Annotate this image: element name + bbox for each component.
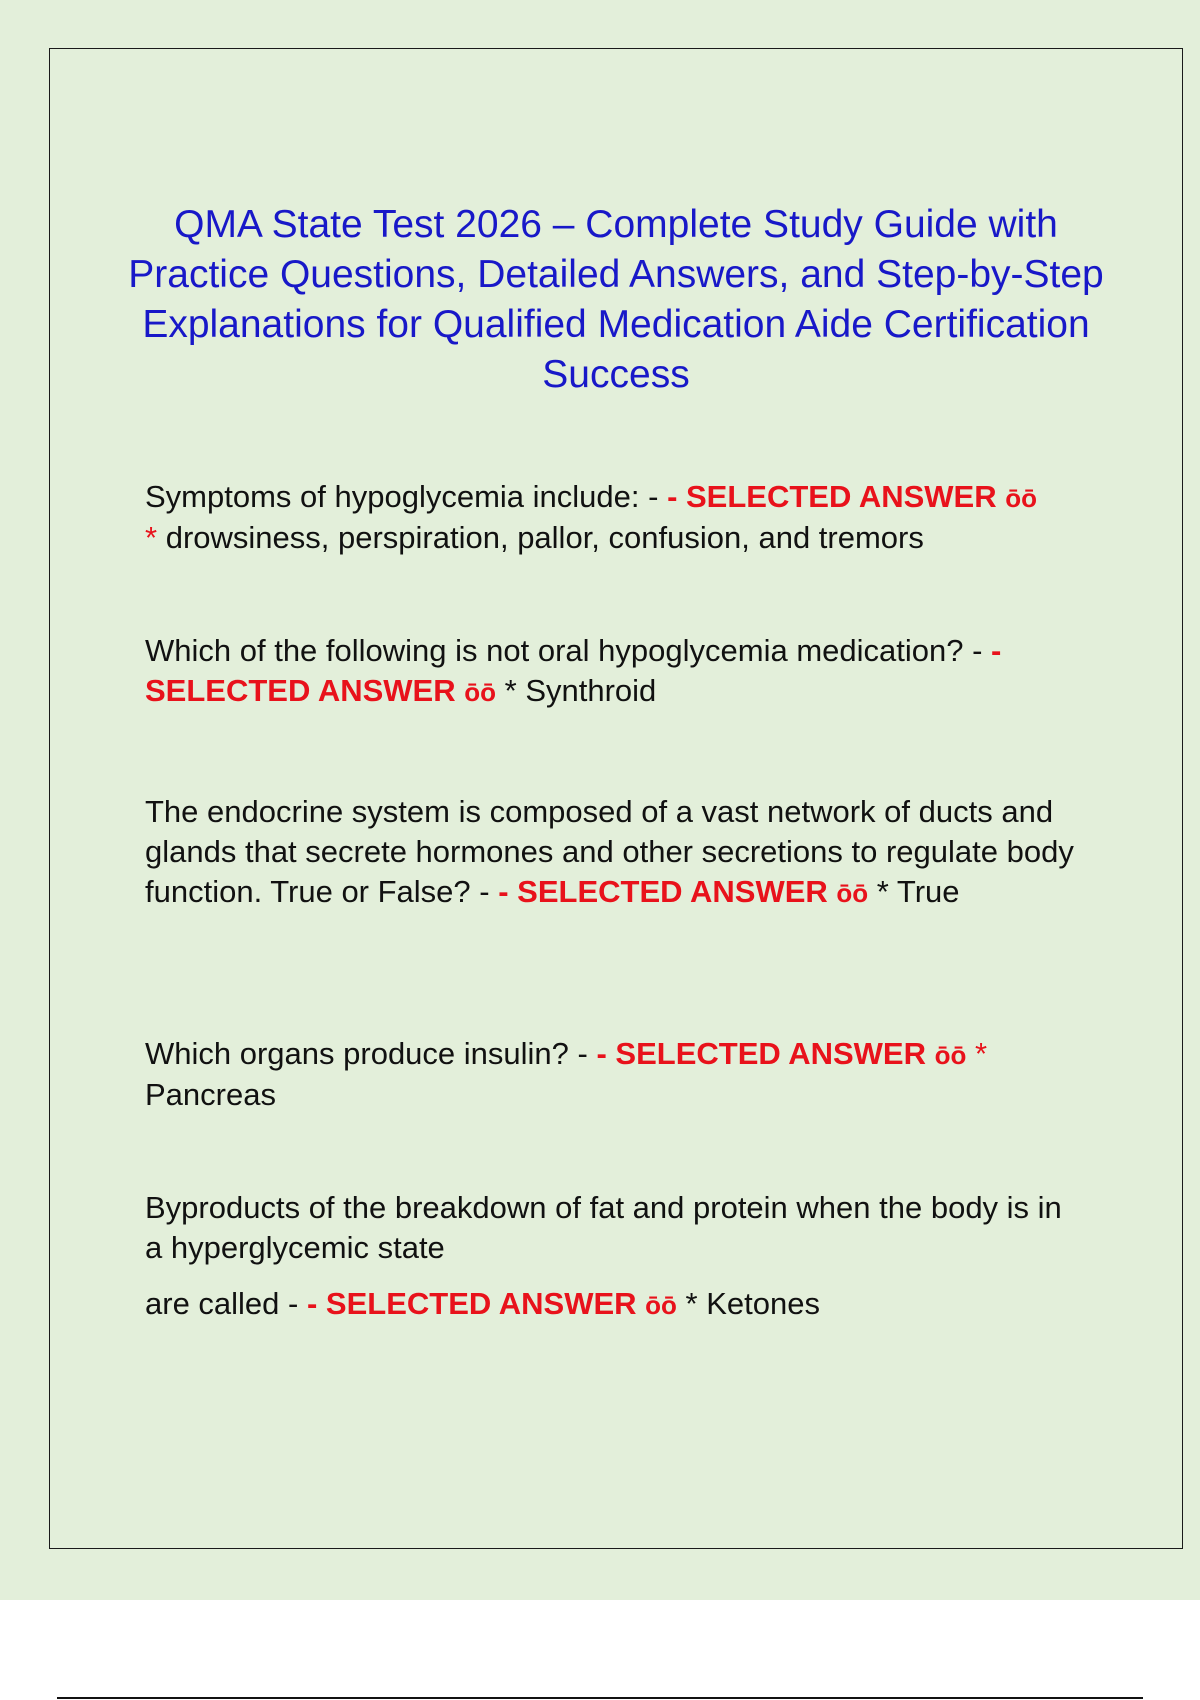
asterisk: * xyxy=(975,1036,988,1071)
question-text-continued: are called - xyxy=(145,1286,299,1321)
asterisk: * xyxy=(145,520,158,555)
marker-glyph: ōō xyxy=(645,1290,677,1320)
marker-glyph: ōō xyxy=(836,878,869,908)
qa-item-2 xyxy=(145,631,1085,712)
selected-answer-label: - SELECTED ANSWER xyxy=(145,633,1002,708)
footer-rule xyxy=(57,1697,1143,1699)
asterisk: * xyxy=(685,1286,698,1321)
answer-text: True xyxy=(896,874,960,909)
question-text: Which of the following is not oral hypoglycemia medication? - xyxy=(145,633,983,668)
marker-glyph: ōō xyxy=(464,677,496,707)
document-title: QMA State Test 2026 – Complete Study Guide with Practice Questions, Detailed Answers, and Step-by-Step Explanations for Qualified Medication Aide Certification Success xyxy=(128,203,1104,396)
qa-item-4 xyxy=(145,1034,1085,1115)
question-text: Symptoms of hypoglycemia include: - xyxy=(145,479,659,514)
question-text: The endocrine system is composed of a vast network of ducts and glands that secrete hormones and other secretions to regulate body function. True or False? - xyxy=(145,794,1074,909)
selected-answer-label: - SELECTED ANSWER xyxy=(596,1036,926,1071)
selected-answer-label: - SELECTED ANSWER xyxy=(306,1286,637,1321)
question-text: Byproducts of the breakdown of fat and protein when the body is in a hyperglycemic state xyxy=(145,1190,1062,1265)
answer-text: Ketones xyxy=(706,1286,820,1321)
answer-text: Synthroid xyxy=(525,673,657,708)
selected-answer-label: - SELECTED ANSWER xyxy=(667,479,997,514)
question-continuation xyxy=(145,1284,1085,1325)
marker-glyph: ōō xyxy=(1005,483,1037,513)
answer-text: drowsiness, perspiration, pallor, confusion, and tremors xyxy=(165,520,924,555)
answer-text: Pancreas xyxy=(145,1077,276,1112)
question-text: Which organs produce insulin? - xyxy=(145,1036,588,1071)
asterisk: * xyxy=(504,673,517,708)
asterisk: * xyxy=(876,874,889,909)
marker-glyph: ōō xyxy=(934,1040,967,1070)
qa-item-5 xyxy=(145,1188,1085,1325)
qa-item-3 xyxy=(145,792,1085,913)
selected-answer-label: - SELECTED ANSWER xyxy=(498,874,828,909)
qa-item-1 xyxy=(145,477,1085,558)
